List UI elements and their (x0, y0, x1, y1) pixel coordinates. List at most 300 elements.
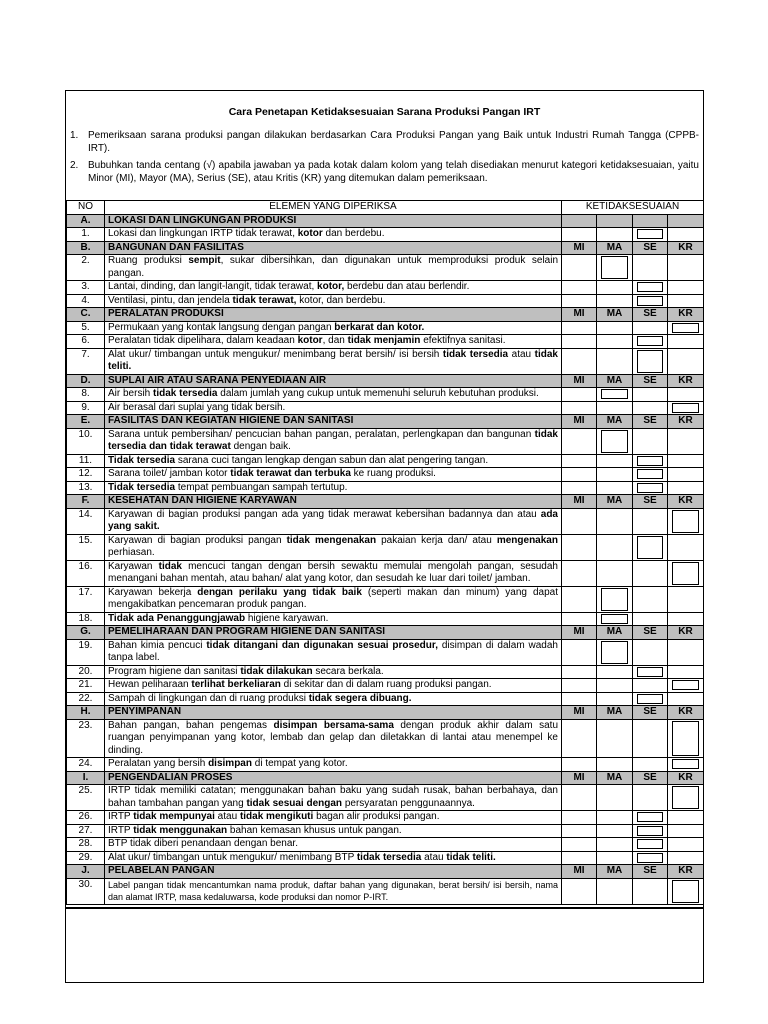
section-row (67, 214, 704, 228)
checkbox-se[interactable] (637, 694, 663, 704)
text-segment: persyaratan penggunaannya. (342, 797, 475, 809)
cell-mi (562, 612, 597, 626)
cell-mi (562, 824, 597, 838)
cell-kr (668, 508, 704, 534)
category-header-mi: MI (562, 771, 597, 785)
section-row (67, 771, 704, 785)
checklist-row (67, 639, 704, 665)
row-number: 17. (67, 586, 105, 612)
cell-kr (668, 428, 704, 454)
text-segment: bahan kemasan khusus untuk pangan. (227, 824, 402, 836)
checkbox-ma[interactable] (601, 256, 628, 279)
checkbox-kr[interactable] (672, 721, 699, 757)
section-row (67, 415, 704, 429)
category-header-mi: MI (562, 626, 597, 640)
cell-mi (562, 294, 597, 308)
page-title: Cara Penetapan Ketidaksesuaian Sarana Produksi Pangan IRT (228, 106, 541, 118)
cell-ma (597, 534, 633, 560)
cell-ma (597, 758, 633, 772)
category-header-ma: MA (597, 771, 633, 785)
cell-ma (597, 321, 633, 335)
element-text (105, 878, 562, 904)
checkbox-se[interactable] (637, 483, 663, 493)
checklist-row (67, 758, 704, 772)
text-segment: perhiasan. (108, 547, 155, 558)
cell-se (633, 335, 668, 349)
category-header-kr: KR (668, 771, 704, 785)
section-number: C. (67, 308, 105, 322)
cell-ma (597, 692, 633, 706)
checkbox-ma[interactable] (601, 430, 628, 453)
element-text (105, 824, 562, 838)
text-segment: dengan baik. (230, 441, 291, 452)
section-title: LOKASI DAN LINGKUNGAN PRODUKSI (105, 214, 562, 228)
cell-ma (597, 560, 633, 586)
element-text (105, 508, 562, 534)
emphasis-text: tidak teliti. (108, 348, 558, 372)
cell-ma (597, 785, 633, 811)
cell-kr (668, 851, 704, 865)
row-number: 4. (67, 294, 105, 308)
cell-kr (668, 665, 704, 679)
text-segment: Program higiene dan sanitasi (108, 665, 241, 677)
element-text (105, 560, 562, 586)
row-number: 1. (67, 228, 105, 242)
checklist-row (67, 851, 704, 865)
element-text (105, 639, 562, 665)
text-segment: mencuci tangan dengan bersih sewaktu memulai mengolah pangan, sesudah menangani bahan mentah, atau bahan/ alat yang kotor, dan sesudah ke luar dari toilet/ jamban. (108, 560, 558, 584)
cell-kr (668, 612, 704, 626)
cell-mi (562, 481, 597, 495)
section-number: B. (67, 241, 105, 255)
cell-ma (597, 281, 633, 295)
category-header-mi: MI (562, 495, 597, 509)
text-segment: tempat pembuangan sampah tertutup. (175, 481, 348, 493)
section-row (67, 626, 704, 640)
cell-mi (562, 692, 597, 706)
category-header-se: SE (633, 865, 668, 879)
category-header-se: SE (633, 771, 668, 785)
category-header-mi: MI (562, 308, 597, 322)
cell-se (633, 679, 668, 693)
cell-kr (668, 294, 704, 308)
category-header-kr: KR (668, 706, 704, 720)
checkbox-ma[interactable] (601, 614, 628, 624)
section-row (67, 495, 704, 509)
emphasis-text: disimpan bersama-sama (273, 719, 394, 731)
row-number: 20. (67, 665, 105, 679)
cell-se (633, 811, 668, 825)
cell-ma (597, 508, 633, 534)
emphasis-text: dengan perilaku yang tidak baik (197, 586, 362, 598)
element-text (105, 811, 562, 825)
cell-kr (668, 679, 704, 693)
emphasis-text: terlihat berkeliaran (191, 679, 281, 690)
cell-mi (562, 838, 597, 852)
header-no: NO (67, 201, 105, 215)
row-number: 8. (67, 388, 105, 402)
category-header-se: SE (633, 374, 668, 388)
text-segment: atau (508, 348, 535, 360)
section-row (67, 308, 704, 322)
checkbox-se[interactable] (637, 296, 663, 306)
text-segment: atau (421, 851, 447, 863)
section-row (67, 241, 704, 255)
text-segment: bagan alir produksi pangan. (313, 811, 440, 822)
category-header-se: SE (633, 308, 668, 322)
header-nonconformity: KETIDAKSESUAIAN (562, 201, 704, 215)
category-header-kr: KR (668, 415, 704, 429)
cell-mi (562, 228, 597, 242)
cell-kr (668, 785, 704, 811)
category-header-ma: MA (597, 706, 633, 720)
checklist-row (67, 878, 704, 904)
emphasis-text: tidak tersedia (442, 348, 509, 360)
cell-mi (562, 388, 597, 402)
instruction-text: Pemeriksaan sarana produksi pangan dilakukan berdasarkan Cara Produksi Pangan yang Baik untuk Industri Rumah Tangga (CPPB-IRT). (88, 130, 699, 154)
element-text (105, 851, 562, 865)
cell-kr (668, 758, 704, 772)
row-number: 12. (67, 468, 105, 482)
emphasis-text: tidak mengenakan (286, 534, 377, 546)
text-segment: efektifnya sanitasi. (420, 335, 506, 346)
checklist-row (67, 228, 704, 242)
cell-kr (668, 454, 704, 468)
element-text (105, 534, 562, 560)
checkbox-se[interactable] (637, 667, 663, 677)
text-segment: secara berkala. (312, 665, 384, 677)
checklist-row (67, 534, 704, 560)
section-title: PEMELIHARAAN DAN PROGRAM HIGIENE DAN SANITASI (105, 626, 562, 640)
table-header-row (67, 201, 704, 215)
checkbox-kr[interactable] (672, 403, 699, 413)
instruction-item (70, 159, 699, 185)
emphasis-text: ada yang sakit. (108, 508, 558, 532)
cell-mi (562, 851, 597, 865)
section-row (67, 706, 704, 720)
row-number: 24. (67, 758, 105, 772)
cell-ma (597, 811, 633, 825)
checklist-row (67, 719, 704, 758)
section-number: E. (67, 415, 105, 429)
section-number: G. (67, 626, 105, 640)
element-text (105, 719, 562, 758)
text-segment: Lantai, dinding, dan langit-langit, tidak terawat, (108, 281, 318, 292)
cell-mi (562, 428, 597, 454)
cell-mi (562, 719, 597, 758)
checkbox-se[interactable] (637, 826, 663, 836)
checkbox-kr[interactable] (672, 880, 699, 903)
cell-kr (668, 586, 704, 612)
cell-ma (597, 824, 633, 838)
document-frame (65, 90, 704, 983)
emphasis-text: tidak menggunakan (133, 824, 228, 836)
cell-kr (668, 692, 704, 706)
text-segment: Sarana untuk pembersihan/ pencucian bahan pangan, peralatan, perlengkapan dan bangunan (108, 428, 535, 440)
checklist-row (67, 335, 704, 349)
cell-se (633, 348, 668, 374)
cell-ma (597, 481, 633, 495)
cell-ma (597, 639, 633, 665)
cell-kr (668, 878, 704, 904)
checkbox-ma[interactable] (601, 588, 628, 611)
checklist-row (67, 294, 704, 308)
cell-se (633, 586, 668, 612)
checklist-row (67, 481, 704, 495)
category-header-kr: KR (668, 374, 704, 388)
cell-mi (562, 665, 597, 679)
element-text (105, 468, 562, 482)
cell-ma (597, 228, 633, 242)
cell-kr (668, 321, 704, 335)
element-text (105, 838, 562, 852)
text-segment: IRTP (108, 824, 134, 836)
cell-se (633, 281, 668, 295)
cell-kr (668, 335, 704, 349)
category-header-se: SE (633, 626, 668, 640)
category-header-se (633, 214, 668, 228)
row-number: 5. (67, 321, 105, 335)
text-segment: Karyawan di bagian produksi pangan ada yang tidak merawat kebersihan badannya dan atau (108, 508, 541, 520)
checklist-row (67, 454, 704, 468)
emphasis-text: tidak (158, 560, 182, 572)
checklist-row (67, 468, 704, 482)
cell-kr (668, 468, 704, 482)
cell-mi (562, 255, 597, 281)
cell-mi (562, 811, 597, 825)
cell-se (633, 534, 668, 560)
row-number: 22. (67, 692, 105, 706)
checkbox-ma[interactable] (601, 641, 628, 664)
checklist-row (67, 428, 704, 454)
category-header-mi: MI (562, 241, 597, 255)
cell-ma (597, 454, 633, 468)
element-text (105, 692, 562, 706)
element-text (105, 481, 562, 495)
section-title: PENYIMPANAN (105, 706, 562, 720)
checklist-table (66, 200, 704, 905)
category-header-se: SE (633, 241, 668, 255)
category-header-se: SE (633, 706, 668, 720)
checkbox-se[interactable] (637, 853, 663, 863)
emphasis-text: tidak mempunyai (133, 811, 215, 822)
checklist-row (67, 811, 704, 825)
text-segment: higiene karyawan. (245, 612, 329, 624)
checkbox-kr[interactable] (672, 562, 699, 585)
checkbox-se[interactable] (637, 282, 663, 292)
element-text (105, 586, 562, 612)
text-segment: Karyawan di bagian produksi pangan (108, 534, 287, 546)
cell-kr (668, 481, 704, 495)
emphasis-text: sempit (188, 255, 221, 266)
section-title: KESEHATAN DAN HIGIENE KARYAWAN (105, 495, 562, 509)
text-segment: Alat ukur/ timbangan untuk mengukur/ menimbang BTP (108, 851, 357, 863)
checkbox-kr[interactable] (672, 510, 699, 533)
cell-se (633, 228, 668, 242)
checklist-row (67, 508, 704, 534)
cell-se (633, 508, 668, 534)
cell-ma (597, 335, 633, 349)
section-number: A. (67, 214, 105, 228)
cell-se (633, 758, 668, 772)
cell-se (633, 481, 668, 495)
cell-ma (597, 294, 633, 308)
section-number: F. (67, 495, 105, 509)
cell-se (633, 321, 668, 335)
category-header-ma: MA (597, 626, 633, 640)
element-text (105, 348, 562, 374)
cell-mi (562, 335, 597, 349)
cell-kr (668, 348, 704, 374)
checkbox-se[interactable] (637, 229, 663, 239)
cell-kr (668, 255, 704, 281)
cell-ma (597, 468, 633, 482)
row-number: 13. (67, 481, 105, 495)
category-header-mi: MI (562, 415, 597, 429)
emphasis-text: kotor, (317, 281, 345, 292)
category-header-ma: MA (597, 374, 633, 388)
section-number: H. (67, 706, 105, 720)
checkbox-se[interactable] (637, 812, 663, 822)
element-text (105, 228, 562, 242)
cell-se (633, 428, 668, 454)
cell-ma (597, 348, 633, 374)
text-segment: ke ruang produksi. (350, 468, 436, 479)
cell-se (633, 719, 668, 758)
cell-se (633, 851, 668, 865)
row-number: 25. (67, 785, 105, 811)
text-segment: dan berdebu. (322, 228, 385, 239)
checkbox-kr[interactable] (672, 759, 699, 769)
category-header-ma (597, 214, 633, 228)
section-title: PELABELAN PANGAN (105, 865, 562, 879)
category-header-kr: KR (668, 495, 704, 509)
row-number: 19. (67, 639, 105, 665)
row-number: 2. (67, 255, 105, 281)
text-segment: kotor, dan berdebu. (296, 294, 386, 306)
cell-kr (668, 401, 704, 415)
text-segment: sarana cuci tangan lengkap dengan sabun dan alat pengering tangan. (175, 454, 489, 466)
row-number: 21. (67, 679, 105, 693)
section-title: SUPLAI AIR ATAU SARANA PENYEDIAAN AIR (105, 374, 562, 388)
cell-se (633, 612, 668, 626)
emphasis-text: tidak mengikuti (239, 811, 314, 822)
category-header-kr: KR (668, 626, 704, 640)
checklist-row (67, 348, 704, 374)
cell-se (633, 838, 668, 852)
checklist-row (67, 785, 704, 811)
row-number: 3. (67, 281, 105, 295)
header-element: ELEMEN YANG DIPERIKSA (105, 201, 562, 215)
text-segment: Label pangan tidak mencantumkan nama produk, daftar bahan yang digunakan, berat bersih/ isi bersih, nama dan alamat IRTP, masa kedaluwarsa, kode produksi dan nomor P-IRT. (108, 879, 558, 902)
checkbox-se[interactable] (637, 456, 663, 466)
row-number: 27. (67, 824, 105, 838)
row-number: 16. (67, 560, 105, 586)
emphasis-text: tidak teliti. (446, 851, 496, 863)
text-segment: Air berasal dari suplai yang tidak bersih. (108, 401, 286, 413)
emphasis-text: tidak terawat dan terbuka (230, 468, 351, 479)
text-segment: BTP tidak diberi penandaan dengan benar. (108, 838, 298, 849)
checkbox-kr[interactable] (672, 786, 699, 809)
element-text (105, 388, 562, 402)
cell-kr (668, 281, 704, 295)
text-segment: berdebu dan atau berlendir. (344, 281, 470, 292)
text-segment: di sekitar dan di dalam ruang produksi pangan. (280, 679, 492, 690)
text-segment: atau (214, 811, 240, 822)
section-row (67, 374, 704, 388)
cell-kr (668, 534, 704, 560)
category-header-mi (562, 214, 597, 228)
section-number: J. (67, 865, 105, 879)
cell-mi (562, 639, 597, 665)
emphasis-text: tidak menjamin (347, 335, 421, 346)
cell-se (633, 785, 668, 811)
text-segment: disimpan di dalam wadah tanpa label. (108, 639, 558, 663)
cell-ma (597, 878, 633, 904)
cell-ma (597, 428, 633, 454)
emphasis-text: tidak tersedia dan tidak terawat (108, 428, 558, 452)
text-segment: Peralatan yang bersih (108, 758, 209, 769)
cell-mi (562, 508, 597, 534)
checkbox-se[interactable] (637, 839, 663, 849)
cell-kr (668, 560, 704, 586)
checkbox-se[interactable] (637, 469, 663, 479)
cell-kr (668, 228, 704, 242)
category-header-ma: MA (597, 415, 633, 429)
bottom-rule (66, 907, 703, 909)
cell-mi (562, 321, 597, 335)
cell-mi (562, 468, 597, 482)
element-text (105, 758, 562, 772)
cell-se (633, 560, 668, 586)
text-segment: dalam jumlah yang cukup untuk memenuhi seluruh kebutuhan produksi. (217, 388, 539, 399)
row-number: 23. (67, 719, 105, 758)
element-text (105, 428, 562, 454)
cell-mi (562, 785, 597, 811)
cell-kr (668, 824, 704, 838)
section-title: PERALATAN PRODUKSI (105, 308, 562, 322)
element-text (105, 335, 562, 349)
checkbox-kr[interactable] (672, 323, 699, 333)
checkbox-se[interactable] (637, 350, 663, 373)
checkbox-se[interactable] (637, 536, 663, 559)
text-segment: Lokasi dan lingkungan IRTP tidak terawat, (108, 228, 298, 239)
text-segment: , dan (322, 335, 348, 346)
checklist-row (67, 824, 704, 838)
checklist-row (67, 679, 704, 693)
category-header-se: SE (633, 495, 668, 509)
section-title: BANGUNAN DAN FASILITAS (105, 241, 562, 255)
checkbox-ma[interactable] (601, 389, 628, 399)
checklist-row (67, 692, 704, 706)
emphasis-text: tidak terawat, (232, 294, 297, 306)
category-header-kr: KR (668, 308, 704, 322)
checklist-row (67, 838, 704, 852)
checklist-row (67, 560, 704, 586)
cell-ma (597, 665, 633, 679)
checklist-row (67, 388, 704, 402)
checkbox-se[interactable] (637, 336, 663, 346)
cell-se (633, 468, 668, 482)
text-segment: Air bersih (108, 388, 154, 399)
element-text (105, 294, 562, 308)
text-segment: , sukar dibersihkan, dan digunakan untuk memproduksi produk selain pangan. (108, 255, 559, 279)
checkbox-kr[interactable] (672, 680, 699, 690)
cell-ma (597, 388, 633, 402)
section-title: PENGENDALIAN PROSES (105, 771, 562, 785)
cell-kr (668, 639, 704, 665)
text-segment: Ventilasi, pintu, dan jendela (108, 294, 233, 306)
